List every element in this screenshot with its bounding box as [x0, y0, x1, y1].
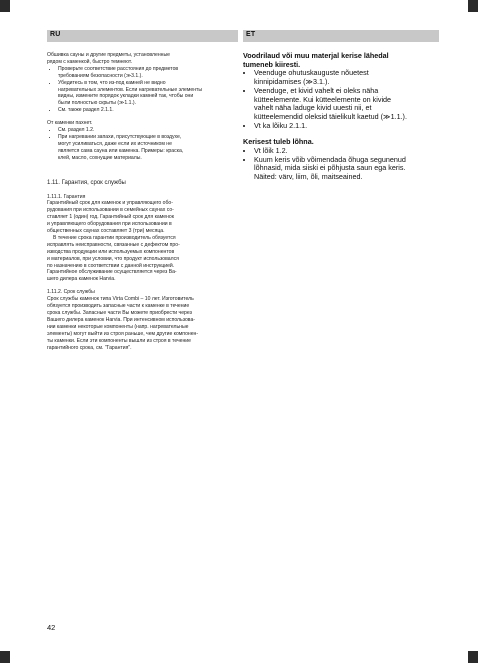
language-tab-et — [243, 30, 439, 42]
estonian-column — [243, 30, 439, 182]
problem-heading: Voodrilaud või muu materjal kerise lähedal tumeneb kiiresti. — [243, 51, 389, 69]
list-item: • См. раздел 1.2. — [58, 127, 238, 134]
list-item: • Vt ka lõiku 2.1.1. — [254, 122, 439, 131]
crop-mark-bottom-left — [0, 651, 10, 663]
page-number: 42 — [47, 623, 56, 632]
list-item: • Veenduge, et kivid vahelt ei oleks näha kütteelemente. Kui kütteelemente on kivide vahelt näha laduge kivid uuesti nii, et kütteelemendid oleksid täielikult kaetud (≫1.1.). — [254, 87, 439, 122]
russian-column — [47, 30, 238, 351]
service-life-title: 1.11.2. Срок службы — [47, 289, 95, 296]
russian-text — [47, 52, 238, 351]
list-item: • Vt lõik 1.2. — [254, 147, 439, 156]
list-item: • Проверьте соответствие расстояния до предметов требованиям безопасности (≫3.1.). — [58, 66, 238, 80]
warranty-paragraph-2: В течение срока гарантии производитель обязуется исправлять неисправности, связанные с дефектом про- изводства продукции или используемых компонентов и материалов, при условии, что продукт использовался по назначению в соответствии с данной инструкцией. Гарантийное обслуживание осуществляется через Ва- шего дилера каменок Harvia. — [47, 234, 180, 283]
list-item: • Kuum keris võib võimendada õhuga segunenud lõhnasid, mida siiski ei põhjusta saun ega keris. Näited: värv, liim, õli, maitseained. — [254, 156, 439, 182]
crop-mark-top-left — [0, 0, 10, 12]
section-title: 1.11. Гарантия, срок службы — [47, 179, 126, 186]
solution-list-smell — [47, 127, 238, 162]
estonian-text — [243, 52, 439, 182]
crop-mark-bottom-right — [468, 651, 478, 663]
list-item: • Убедитесь в том, что из-под камней не видно нагревательных элементов. Если нагревательные элементы видны, измените порядок укладки камней так, чтобы они были полностью скрыты (≫1.1.). — [58, 80, 238, 108]
problem-statement-smell: От каменки пахнет. — [47, 120, 93, 127]
warranty-paragraph-1: Гарантийный срок для каменок и управляющего обо- рудования при использовании в семейных саунах со- ставляет 1 (один) год. Гарантийный срок для каменок и управляющего оборудования при использовании в общественных саунах составляет 3 (три) месяца. — [47, 200, 174, 235]
problem-statement: Обшивка сауны и другие предметы, установленные рядом с каменкой, быстро темнеют. — [47, 52, 170, 65]
list-item: • См. также раздел 2.1.1. — [58, 107, 238, 114]
language-tab-ru — [47, 30, 238, 42]
solution-list-smell — [243, 147, 439, 182]
crop-mark-top-right — [468, 0, 478, 12]
language-code: ET — [246, 31, 256, 38]
service-life-paragraph: Срок службы каменок типа Virta Combi – 10 лет. Изготовитель обязуется производить запасные части к каменке в течение срока службы. Запасные части Вы можете приобрести через Вашего дилера каменок Harvia. При интенсивном использова- нии каменки некоторые компоненты (напр. нагревательные элементы) могут выйти из строя раньше, чем другие компонен- ты каменки. Если эти компоненты вышли из строя в течение гарантийного срока, см. "Гарантия". — [47, 296, 199, 351]
list-item: • При нагревании запахи, присутствующие в воздухе, могут усиливаться, даже если их источником не является сама сауна или каменка. Примеры: краска, клей, масло, сохнущие материалы. — [58, 134, 238, 162]
list-item: • Veenduge ohutuskauguste nõuetest kinnipidamises (≫3.1.). — [254, 69, 439, 86]
language-code: RU — [50, 31, 61, 38]
warranty-title: 1.11.1. Гарантия — [47, 193, 86, 200]
solution-list — [243, 69, 439, 130]
solution-list — [47, 66, 238, 114]
problem-heading-smell: Kerisest tuleb lõhna. — [243, 137, 314, 147]
